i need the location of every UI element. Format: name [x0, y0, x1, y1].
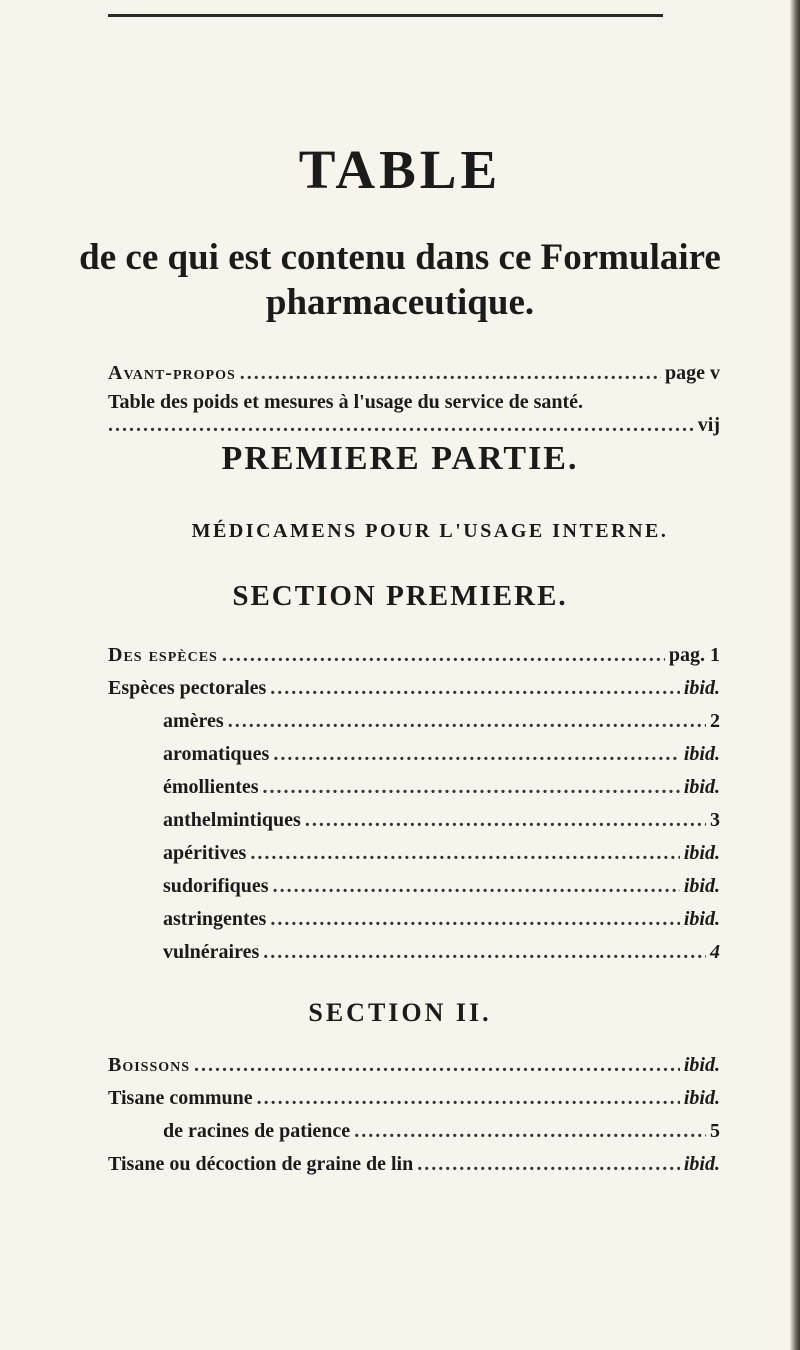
leader-dots — [222, 640, 665, 670]
leader-dots — [305, 805, 706, 835]
subtitle-line-2: pharmaceutique. — [265, 282, 535, 323]
toc-entry-page: ibid. — [683, 842, 720, 864]
toc-entry — [163, 772, 720, 802]
toc-entry-table-poids-page — [108, 410, 720, 440]
toc-entry-page: ibid. — [683, 875, 720, 897]
toc-entry — [108, 640, 720, 670]
toc-entry-label: Espèces pectorales — [108, 677, 267, 699]
leader-dots — [108, 410, 694, 440]
leader-dots — [194, 1050, 680, 1080]
toc-entry-label: sudorifiques — [163, 875, 269, 897]
toc-entry — [163, 871, 720, 901]
toc-entry — [108, 1149, 720, 1179]
leader-dots — [273, 739, 680, 769]
toc-entry-label: amères — [163, 710, 224, 732]
leader-dots — [257, 1083, 680, 1113]
toc-entry-page: ibid. — [683, 743, 720, 765]
toc-entry-label: apéritives — [163, 842, 247, 864]
toc-entry — [163, 838, 720, 868]
part-subheading: MÉDICAMENS POUR L'USAGE INTERNE. — [191, 520, 669, 542]
subtitle-line-1: de ce qui est contenu dans ce Formulaire — [79, 237, 721, 278]
leader-dots — [250, 838, 680, 868]
leader-dots — [263, 937, 706, 967]
leader-dots — [417, 1149, 680, 1179]
leader-dots — [354, 1116, 706, 1146]
toc-entry-page: ibid. — [683, 677, 720, 699]
page-title: TABLE — [298, 139, 502, 200]
toc-entry — [108, 673, 720, 703]
toc-entry-page: page v — [665, 362, 720, 384]
toc-entry-page: vij — [697, 414, 720, 436]
leader-dots — [263, 772, 680, 802]
part-heading: PREMIERE PARTIE. — [221, 440, 579, 477]
toc-entry — [163, 904, 720, 934]
toc-entry-page: ibid. — [683, 1153, 720, 1175]
leader-dots — [273, 871, 680, 901]
toc-entry-page: ibid. — [683, 908, 720, 930]
toc-entry-label: Tisane commune — [108, 1087, 253, 1109]
toc-entry-label: anthelmintiques — [163, 809, 301, 831]
toc-entry-label: astringentes — [163, 908, 267, 930]
toc-entry — [163, 739, 720, 769]
leader-dots — [270, 904, 680, 934]
toc-entry-page: ibid. — [683, 776, 720, 798]
toc-entry-page: 5 — [710, 1120, 720, 1142]
toc-entry-page: ibid. — [683, 1087, 720, 1109]
toc-entry — [108, 1083, 720, 1113]
toc-entry-label: vulnéraires — [163, 941, 260, 963]
toc-entry — [163, 937, 720, 967]
toc-entry-page: 4 — [710, 941, 720, 963]
leader-dots — [228, 706, 706, 736]
toc-entry-label: Avant-propos — [108, 362, 236, 384]
toc-entry-page: 2 — [710, 710, 720, 732]
leader-dots — [270, 673, 680, 703]
toc-entry — [108, 1050, 720, 1080]
toc-entry-label: Des espèces — [108, 644, 218, 666]
toc-entry-page: pag. 1 — [668, 644, 720, 666]
toc-entry-avant-propos — [108, 358, 720, 388]
section-1-heading: SECTION PREMIERE. — [232, 580, 568, 612]
toc-entry-label: Table des poids et mesures à l'usage du service de santé. — [108, 391, 584, 413]
toc-entry-label: Boissons — [108, 1054, 191, 1076]
leader-dots — [240, 358, 661, 388]
toc-entry-page: ibid. — [683, 1054, 720, 1076]
toc-entry-page: 3 — [710, 809, 720, 831]
toc-entry-label: émollientes — [163, 776, 259, 798]
toc-entry-label: de racines de patience — [163, 1120, 351, 1142]
toc-entry — [163, 1116, 720, 1146]
section-2-heading: SECTION II. — [308, 998, 492, 1027]
toc-entry — [163, 706, 720, 736]
toc-entry — [163, 805, 720, 835]
toc-entry-label: aromatiques — [163, 743, 270, 765]
toc-entry-label: Tisane ou décoction de graine de lin — [108, 1153, 414, 1175]
